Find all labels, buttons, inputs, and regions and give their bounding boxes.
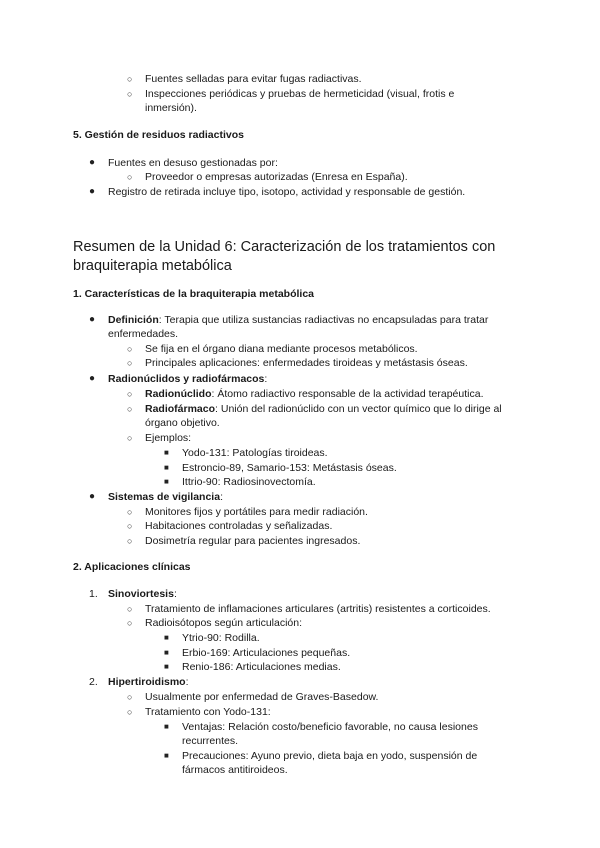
- square-bullet-icon: ■: [164, 633, 169, 642]
- summary-title-continuation: braquiterapia metabólica: [73, 258, 232, 274]
- circle-bullet-icon: ○: [127, 433, 133, 443]
- list-item: Se fija en el órgano diana mediante procesos metabólicos.: [145, 343, 418, 355]
- circle-bullet-icon: ○: [127, 89, 133, 99]
- list-item: Radioisótopos según articulación:: [145, 617, 303, 629]
- list-item: Ytrio-90: Rodilla.: [182, 632, 260, 644]
- circle-bullet-icon: ○: [127, 521, 133, 531]
- list-item: Ejemplos:: [145, 432, 192, 444]
- section-heading: 5. Gestión de residuos radiactivos: [73, 129, 244, 141]
- circle-bullet-icon: ○: [127, 536, 133, 546]
- circle-bullet-icon: ○: [127, 507, 133, 517]
- list-item: Proveedor o empresas autorizadas (Enresa en España).: [145, 171, 408, 183]
- square-bullet-icon: ■: [164, 722, 169, 731]
- term-colon: :: [173, 588, 177, 600]
- term-label: Radionúclido: [145, 388, 212, 400]
- square-bullet-icon: ■: [164, 448, 169, 457]
- list-item: [108, 675, 189, 689]
- list-item: Yodo-131: Patologías tiroideas.: [182, 447, 328, 459]
- term-label: Sistemas de vigilancia: [108, 491, 221, 503]
- summary-title: Resumen de la Unidad 6: Caracterización de los tratamientos con: [73, 239, 496, 255]
- circle-bullet-icon: ○: [127, 604, 133, 614]
- list-item: Renio-186: Articulaciones medias.: [182, 661, 341, 673]
- list-item: Estroncio-89, Samario-153: Metástasis óseas.: [182, 462, 397, 474]
- list-item: [108, 372, 267, 386]
- term-text: : Terapia que utiliza sustancias radiactivas no encapsuladas para tratar: [158, 314, 489, 326]
- term-label: Definición: [108, 314, 159, 326]
- circle-bullet-icon: ○: [127, 344, 133, 354]
- term-label: Radionúclidos y radiofármacos: [108, 373, 265, 385]
- list-item: Tratamiento de inflamaciones articulares (artritis) resistentes a corticoides.: [145, 603, 491, 615]
- list-item: Ventajas: Relación costo/beneficio favorable, no causa lesiones: [182, 721, 478, 733]
- square-bullet-icon: ■: [164, 751, 169, 760]
- square-bullet-icon: ■: [164, 662, 169, 671]
- term-colon: :: [220, 491, 223, 503]
- list-item: Usualmente por enfermedad de Graves-Basedow.: [145, 691, 379, 703]
- list-item: [108, 313, 488, 327]
- list-item: [108, 490, 223, 504]
- square-bullet-icon: ■: [164, 477, 169, 486]
- term-text: : Unión del radionúclido con un vector químico que lo dirige al: [215, 403, 502, 415]
- list-item-continuation: inmersión).: [145, 102, 197, 114]
- section-heading: 2. Aplicaciones clínicas: [73, 561, 191, 573]
- list-item: Precauciones: Ayuno previo, dieta baja en yodo, suspensión de: [182, 750, 478, 762]
- circle-bullet-icon: ○: [127, 618, 133, 628]
- term-label: Hipertiroidismo: [108, 676, 186, 688]
- list-item-continuation: enfermedades.: [108, 328, 179, 340]
- list-item: Fuentes selladas para evitar fugas radiactivas.: [145, 73, 362, 85]
- list-item: [145, 387, 484, 401]
- term-label: Radiofármaco: [145, 403, 216, 415]
- square-bullet-icon: ■: [164, 463, 169, 472]
- circle-bullet-icon: ○: [127, 172, 133, 182]
- term-colon: :: [185, 676, 189, 688]
- list-item: Habitaciones controladas y señalizadas.: [145, 520, 333, 532]
- disc-bullet-icon: ●: [89, 491, 96, 502]
- list-item: Principales aplicaciones: enfermedades tiroideas y metástasis óseas.: [145, 357, 468, 369]
- list-item: Registro de retirada incluye tipo, isotopo, actividad y responsable de gestión.: [108, 186, 466, 198]
- circle-bullet-icon: ○: [127, 74, 133, 84]
- list-item: [145, 402, 502, 416]
- list-number: 1.: [89, 588, 98, 600]
- list-number: 2.: [89, 676, 98, 688]
- term-colon: :: [264, 373, 268, 385]
- circle-bullet-icon: ○: [127, 358, 133, 368]
- list-item: Dosimetría regular para pacientes ingresados.: [145, 535, 361, 547]
- section-heading: 1. Características de la braquiterapia metabólica: [73, 288, 315, 300]
- list-item: Inspecciones periódicas y pruebas de hermeticidad (visual, frotis e: [145, 88, 455, 100]
- list-item: Monitores fijos y portátiles para medir radiación.: [145, 506, 368, 518]
- list-item-continuation: órgano objetivo.: [145, 417, 220, 429]
- list-item: Ittrio-90: Radiosinovectomía.: [182, 476, 316, 488]
- square-bullet-icon: ■: [164, 648, 169, 657]
- circle-bullet-icon: ○: [127, 404, 133, 414]
- disc-bullet-icon: ●: [89, 157, 96, 168]
- term-text: : Átomo radiactivo responsable de la actividad terapéutica.: [211, 388, 484, 400]
- disc-bullet-icon: ●: [89, 314, 96, 325]
- list-item-continuation: fármacos antitiroideos.: [182, 764, 288, 776]
- disc-bullet-icon: ●: [89, 373, 96, 384]
- disc-bullet-icon: ●: [89, 186, 96, 197]
- term-label: Sinoviortesis: [108, 588, 174, 600]
- circle-bullet-icon: ○: [127, 389, 133, 399]
- list-item: Tratamiento con Yodo-131:: [145, 706, 271, 718]
- list-item: Erbio-169: Articulaciones pequeñas.: [182, 647, 351, 659]
- circle-bullet-icon: ○: [127, 692, 133, 702]
- circle-bullet-icon: ○: [127, 707, 133, 717]
- list-item: Fuentes en desuso gestionadas por:: [108, 157, 278, 169]
- list-item-continuation: recurrentes.: [182, 735, 239, 747]
- list-item: [108, 587, 177, 601]
